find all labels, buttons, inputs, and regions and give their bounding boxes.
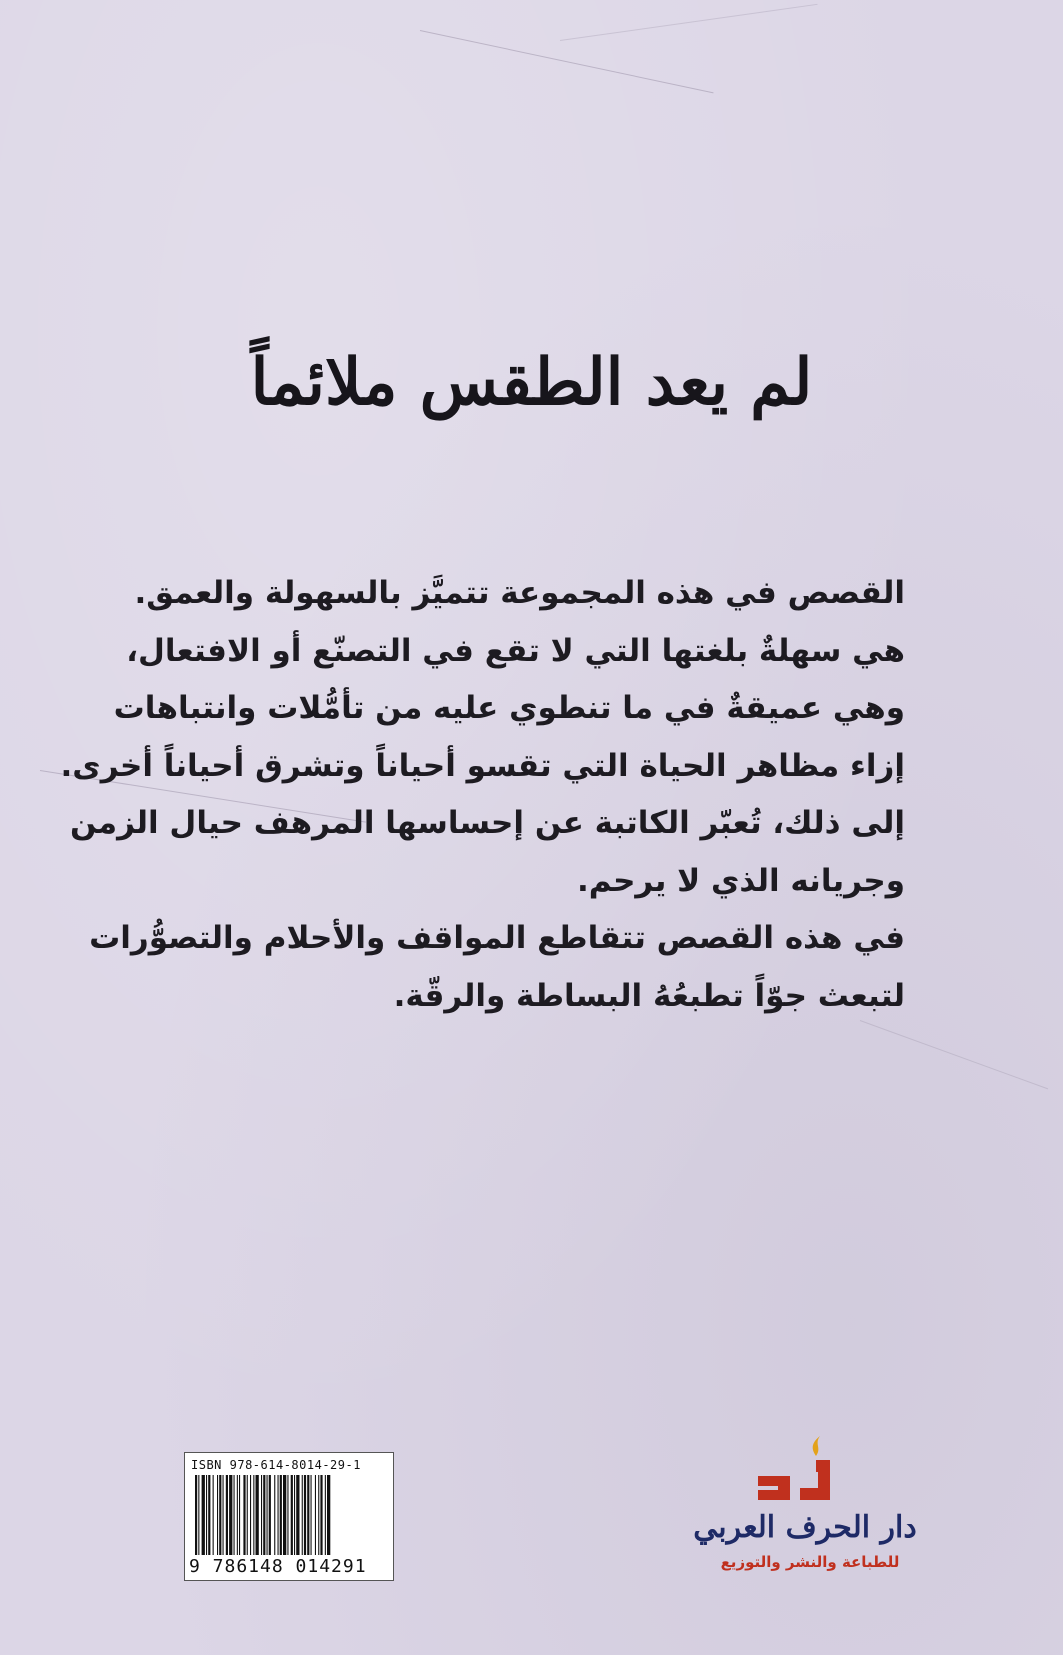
barcode-bar (261, 1475, 262, 1555)
barcode-bar (280, 1475, 282, 1555)
barcode-bar (325, 1475, 326, 1555)
blurb-line: إلى ذلك، تُعبّر الكاتبة عن إحساسها المرهف حيال الزمن (69, 805, 905, 841)
barcode-bar (327, 1475, 330, 1555)
barcode-bar (213, 1475, 214, 1555)
barcode-bar (307, 1475, 309, 1555)
barcode-bar (250, 1475, 251, 1555)
isbn-label: ISBN 978-614-8014-29-1 (191, 1458, 361, 1472)
barcode-bars (193, 1475, 385, 1555)
publisher-name: دار الحرف العربي (693, 1510, 917, 1545)
barcode-bar (278, 1475, 279, 1555)
barcode-bar (318, 1475, 319, 1555)
blurb-line: هي سهلةٌ بلغتها التي لا تقع في التصنّع أو الافتعال، (126, 632, 905, 669)
barcode-bar (294, 1475, 295, 1555)
blurb-line: القصص في هذه المجموعة تتميَّز بالسهولة والعمق. (134, 575, 905, 611)
publisher-tagline: للطباعة والنشر والتوزيع (720, 1553, 900, 1571)
barcode-bar (208, 1475, 210, 1555)
barcode-digits: 9 786148 014291 (189, 1556, 367, 1577)
publisher-logo-icon (750, 1430, 840, 1510)
book-title: لم يعد الطقس ملائماً (250, 345, 813, 420)
barcode-bar (195, 1475, 197, 1555)
barcode-bar (202, 1475, 205, 1555)
barcode-bar (226, 1475, 228, 1555)
barcode-bar (283, 1475, 286, 1555)
barcode-bar (263, 1475, 265, 1555)
barcode-bar (291, 1475, 293, 1555)
barcode-bar (320, 1475, 322, 1555)
barcode-bar (234, 1475, 235, 1555)
barcode-bar (267, 1475, 268, 1555)
isbn-barcode (184, 1452, 394, 1581)
barcode-bar (269, 1475, 271, 1555)
barcode-bar (239, 1475, 240, 1555)
blurb-line: في هذه القصص تتقاطع المواقف والأحلام والتصوُّرات (89, 920, 905, 956)
barcode-bar (253, 1475, 254, 1555)
barcode-bar (219, 1475, 221, 1555)
logo-letter-shape (758, 1476, 790, 1500)
blurb-line: إزاء مظاهر الحياة التي تقسو أحياناً وتشرق أحياناً أخرى. (60, 747, 905, 784)
barcode-bar (237, 1475, 238, 1555)
barcode-bar (223, 1475, 224, 1555)
barcode-bar (274, 1475, 275, 1555)
blurb-line: لتبعث جوّاً تطبعُهُ البساطة والرقّة. (393, 977, 905, 1014)
cover-crease (560, 4, 818, 41)
barcode-bar (315, 1475, 316, 1555)
barcode-bar (243, 1475, 245, 1555)
barcode-bar (247, 1475, 248, 1555)
flame-icon (813, 1436, 820, 1456)
blurb-line: وجريانه الذي لا يرحم. (576, 862, 905, 899)
logo-letter-shape (800, 1460, 830, 1500)
barcode-bar (296, 1475, 299, 1555)
barcode-bar (198, 1475, 199, 1555)
barcode-bar (287, 1475, 288, 1555)
barcode-bar (206, 1475, 207, 1555)
barcode-bar (302, 1475, 303, 1555)
barcode-bar (256, 1475, 259, 1555)
barcode-bar (217, 1475, 218, 1555)
blurb-line: وهي عميقةٌ في ما تنطوي عليه من تأمُّلات وانتباهات (113, 690, 905, 726)
barcode-bar (311, 1475, 312, 1555)
barcode-bar (229, 1475, 232, 1555)
blurb-text (60, 565, 905, 1025)
barcode-bar (304, 1475, 306, 1555)
cover-crease (860, 1020, 1048, 1089)
